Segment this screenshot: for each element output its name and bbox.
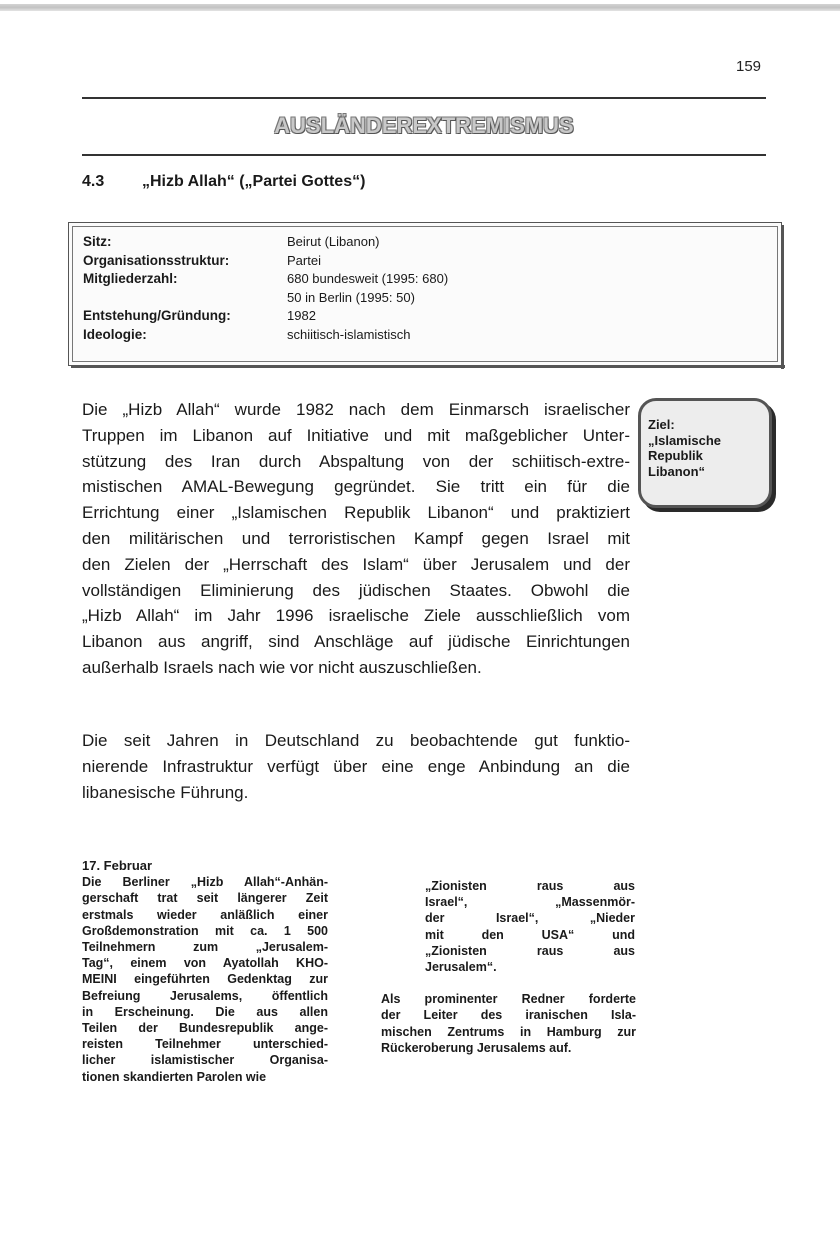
text-line: mit den USA“ und [425, 927, 635, 942]
info-label: Mitgliederzahl: [83, 271, 178, 286]
info-label: Sitz: [83, 234, 112, 249]
info-value: Partei [287, 252, 321, 268]
text-line: erstmals wieder anläßlich einer [82, 907, 328, 922]
info-label: Ideologie: [83, 326, 147, 342]
header-rule-bottom [82, 154, 766, 156]
info-rows [83, 233, 448, 344]
text-line: der Leiter des iranischen Isla- [381, 1008, 636, 1023]
info-value: 680 bundesweit (1995: 680) [287, 271, 449, 286]
text-line: mischen Zentrums in Hamburg zur [381, 1024, 636, 1039]
chapter-title: AUSLÄNDEREXTREMISMUS [274, 113, 574, 138]
box-shadow-bottom [71, 365, 785, 368]
callout-line: Republik [648, 448, 703, 463]
text-line: stützung des Iran durch Abspaltung von der schiitisch-extre- [82, 451, 630, 471]
info-row-founded [83, 307, 448, 326]
text-line: libanesische Führung. [82, 782, 249, 802]
text-line: Großdemonstration mit ca. 1 500 [82, 923, 328, 938]
text-line: Teilnehmern zum „Jerusalem- [82, 940, 328, 955]
text-line: Israel“, „Massenmör- [425, 895, 635, 910]
organization-info-box [68, 222, 782, 366]
text-line: „Zionisten raus aus [425, 879, 635, 893]
text-line: reisten Teilnehmer unterschied- [82, 1037, 328, 1052]
text-line: Libanon aus angriff, sind Anschläge auf jüdische Einrichtungen [82, 632, 630, 652]
section-heading [82, 173, 365, 191]
header-rule-top [82, 97, 766, 99]
info-value: 50 in Berlin (1995: 50) [287, 289, 415, 305]
callout-text [648, 417, 721, 479]
callout-line: Ziel: [648, 417, 675, 432]
text-line: licher islamistischer Organisa- [82, 1053, 328, 1068]
text-line: Als prominenter Redner forderte [381, 992, 636, 1007]
text-line: MEINI eingeführten Gedenktag zur [82, 972, 328, 987]
text-line: nierende Infrastruktur verfügt über eine enge Anbindung an die [82, 756, 630, 776]
text-line: Teilen der Bundesrepublik ange- [82, 1021, 328, 1036]
chronicle-left-column [82, 858, 328, 1085]
info-row-structure [83, 252, 448, 271]
box-shadow-right [781, 225, 784, 369]
text-line: Rückeroberung Jerusalems auf. [381, 1040, 572, 1055]
goal-callout-box [638, 398, 772, 508]
body-paragraph-2 [82, 728, 630, 805]
info-value: 1982 [287, 308, 316, 323]
page-number: 159 [736, 58, 762, 75]
text-line: Die „Hizb Allah“ wurde 1982 nach dem Einmarsch israelischer [82, 400, 630, 419]
speaker-paragraph [381, 991, 636, 1056]
text-line: mistischen AMAL-Bewegung gegründet. Sie tritt ein für die [82, 477, 630, 497]
info-row-ideology [83, 326, 448, 345]
text-line: Errichtung einer „Islamischen Republik Libanon“ und praktiziert [82, 503, 630, 523]
body-paragraph-1 [82, 397, 630, 681]
text-line: „Zionisten raus aus [425, 943, 635, 958]
text-line: Tag“, einem von Ayatollah KHO- [82, 956, 328, 971]
info-row-members-berlin [83, 289, 448, 308]
info-label [83, 289, 287, 308]
info-label: Entstehung/Gründung: [83, 308, 231, 323]
text-line: vollständigen Eliminierung des jüdischen Staates. Obwohl die [82, 580, 630, 600]
slogans-paragraph [425, 878, 635, 975]
text-line: der Israel“, „Nieder [425, 911, 635, 926]
text-line: „Hizb Allah“ im Jahr 1996 israelische Ziele ausschließlich vom [82, 606, 630, 626]
scan-edge [0, 4, 840, 11]
text-line: Jerusalem“. [425, 960, 497, 975]
callout-line: Libanon“ [648, 463, 706, 479]
text-line: gerschaft trat seit längerer Zeit [82, 891, 328, 906]
text-line: außerhalb Israels nach wie vor nicht auszuschließen. [82, 657, 482, 677]
info-row-members [83, 270, 448, 289]
text-line: Truppen im Libanon auf Initiative und mit maßgeblicher Unter- [82, 425, 630, 445]
text-line: Die Berliner „Hizb Allah“-Anhän- [82, 875, 328, 890]
text-line: Die seit Jahren in Deutschland zu beobachtende gut funktio- [82, 731, 630, 750]
info-value: schiitisch-islamistisch [287, 326, 411, 342]
info-value: Beirut (Libanon) [287, 234, 380, 249]
info-label: Organisationsstruktur: [83, 252, 230, 268]
chronicle-date: 17. Februar [82, 858, 153, 873]
section-title: „Hizb Allah“ („Partei Gottes“) [142, 173, 366, 190]
text-line: den Zielen der „Herrschaft des Islam“ über Jerusalem und der [82, 554, 630, 574]
text-line: Befreiung Jerusalems, öffentlich [82, 988, 328, 1003]
text-line: tionen skandierten Parolen wie [82, 1069, 267, 1084]
info-row-seat [83, 233, 448, 252]
paragraph-gap [381, 975, 636, 991]
chronicle-right-column [381, 878, 636, 1056]
text-line: den militärischen und terroristischen Kampf gegen Israel mit [82, 528, 630, 548]
text-line: in Erscheinung. Die aus allen [82, 1004, 328, 1019]
section-number: 4.3 [82, 173, 105, 190]
callout-line: „Islamische [648, 432, 721, 448]
